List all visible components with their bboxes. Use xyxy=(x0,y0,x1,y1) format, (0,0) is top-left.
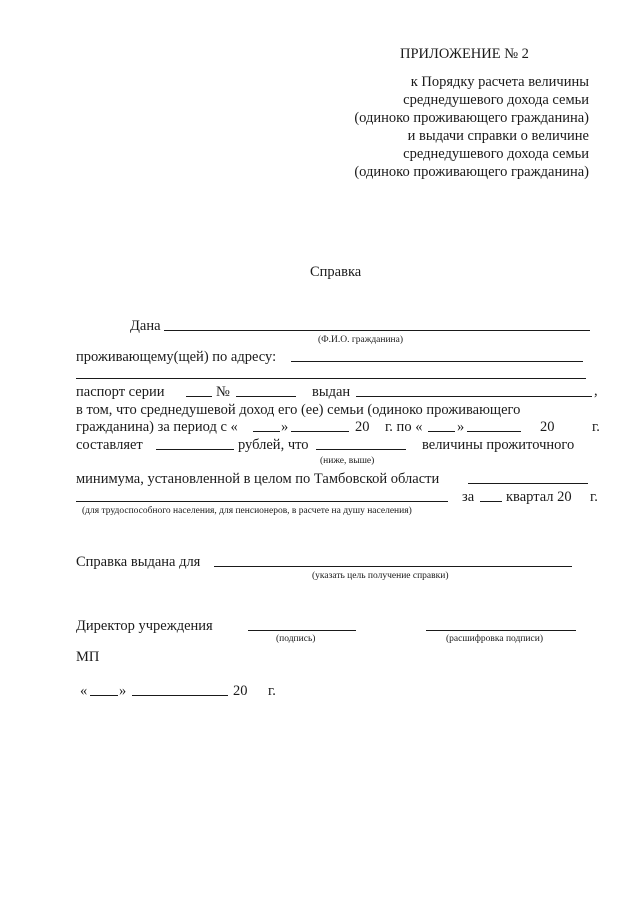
date-month-field[interactable] xyxy=(132,695,228,696)
address-field[interactable] xyxy=(291,361,583,362)
quarter-number-field[interactable] xyxy=(480,501,502,502)
fio-field[interactable] xyxy=(164,330,590,331)
appendix-line-4: и выдачи справки о величине xyxy=(407,128,589,144)
passport-series-field[interactable] xyxy=(186,396,212,397)
issued-for-label: Справка выдана для xyxy=(76,554,201,570)
signature-caption: (подпись) xyxy=(276,634,316,644)
population-caption: (для трудоспособного населения, для пенсионеров, в расчете на душу населения) xyxy=(82,506,412,516)
period-to-quote-close: » xyxy=(457,419,465,435)
for-text: за xyxy=(462,489,475,505)
makes-text: составляет xyxy=(76,437,143,453)
below-above-caption: (ниже, выше) xyxy=(320,456,375,466)
fio-caption: (Ф.И.О. гражданина) xyxy=(318,335,403,345)
period-to-month-field[interactable] xyxy=(467,431,521,432)
signature-decoding-field[interactable] xyxy=(426,630,576,631)
address-label: проживающему(щей) по адресу: xyxy=(76,349,277,365)
period-to-text: г. по « xyxy=(385,419,423,435)
subsistence-text: величины прожиточного xyxy=(422,437,575,453)
given-label: Дана xyxy=(130,318,161,334)
date-day-field[interactable] xyxy=(90,695,118,696)
date-year: 20 xyxy=(233,683,248,699)
issued-for-caption: (указать цель получение справки) xyxy=(312,571,449,581)
period-to-day-field[interactable] xyxy=(428,431,455,432)
period-from-day-field[interactable] xyxy=(253,431,280,432)
signature-decoding-caption: (расшифровка подписи) xyxy=(446,634,543,644)
issued-label: выдан xyxy=(312,384,351,400)
address-field-continued[interactable] xyxy=(76,378,586,379)
rubles-text: рублей, что xyxy=(238,437,309,453)
document-title: Справка xyxy=(310,264,362,280)
below-above-field[interactable] xyxy=(316,449,406,450)
stamp-label: МП xyxy=(76,649,100,665)
date-quote-open: « xyxy=(80,683,88,699)
minimum-text: минимума, установленной в целом по Тамбовской области xyxy=(76,471,440,487)
appendix-line-2: среднедушевого дохода семьи xyxy=(403,92,589,108)
income-statement-text: в том, что среднедушевой доход его (ее) семьи (одиноко проживающего xyxy=(76,402,521,418)
population-category-field[interactable] xyxy=(76,501,448,502)
period-from-quote-close: » xyxy=(281,419,289,435)
appendix-line-6: (одиноко проживающего гражданина) xyxy=(354,164,589,180)
period-to-year-suffix: г. xyxy=(592,419,600,435)
director-label: Директор учреждения xyxy=(76,618,213,634)
appendix-number: ПРИЛОЖЕНИЕ № 2 xyxy=(400,46,529,62)
passport-number-field[interactable] xyxy=(236,396,296,397)
appendix-line-3: (одиноко проживающего гражданина) xyxy=(354,110,589,126)
period-from-year: 20 xyxy=(355,419,370,435)
signature-field[interactable] xyxy=(248,630,356,631)
period-to-year: 20 xyxy=(540,419,555,435)
period-from-text: гражданина) за период с « xyxy=(76,419,238,435)
issued-comma: , xyxy=(594,383,598,399)
quarter-year-suffix: г. xyxy=(590,489,598,505)
passport-series-label: паспорт серии xyxy=(76,384,165,400)
minimum-amount-field[interactable] xyxy=(468,483,588,484)
issued-for-field[interactable] xyxy=(214,566,572,567)
issued-by-field[interactable] xyxy=(356,396,592,397)
passport-number-label: № xyxy=(216,384,230,400)
period-from-month-field[interactable] xyxy=(291,431,349,432)
appendix-line-1: к Порядку расчета величины xyxy=(410,74,589,90)
date-year-suffix: г. xyxy=(268,683,276,699)
date-quote-close: » xyxy=(119,683,127,699)
appendix-line-5: среднедушевого дохода семьи xyxy=(403,146,589,162)
rubles-amount-field[interactable] xyxy=(156,449,234,450)
quarter-text: квартал 20 xyxy=(506,489,572,505)
